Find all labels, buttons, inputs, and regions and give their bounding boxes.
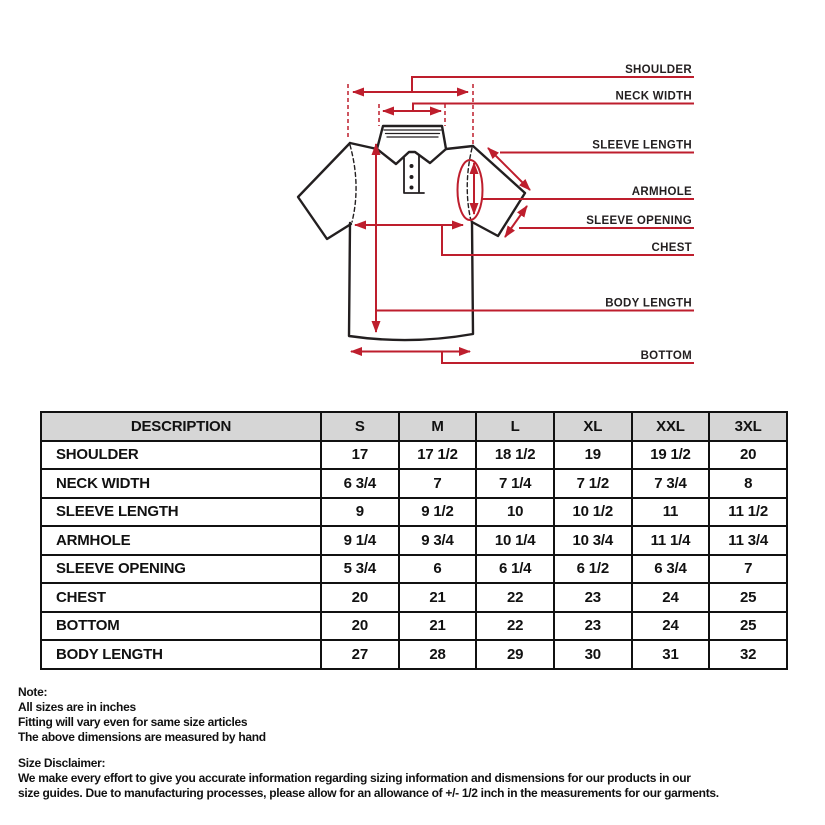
row-label: BODY LENGTH [41, 640, 321, 669]
col-header-3xl: 3XL [709, 412, 787, 441]
cell-value: 6 1/2 [554, 555, 632, 584]
cell-value: 22 [476, 612, 554, 641]
disclaimer-title: Size Disclaimer: [18, 756, 106, 770]
cell-value: 17 1/2 [399, 441, 477, 470]
col-header-m: M [399, 412, 477, 441]
row-label: SHOULDER [41, 441, 321, 470]
cell-value: 19 [554, 441, 632, 470]
row-label: SLEEVE OPENING [41, 555, 321, 584]
cell-value: 18 1/2 [476, 441, 554, 470]
col-header-xxl: XXL [632, 412, 710, 441]
table-row-shoulder [41, 441, 787, 470]
diagram-label-shoulder: SHOULDER [625, 64, 692, 76]
size-disclaimer [18, 756, 719, 801]
cell-value: 9 1/2 [399, 498, 477, 527]
cell-value: 6 3/4 [321, 469, 399, 498]
diagram-label-sleeve-opening: SLEEVE OPENING [586, 215, 692, 227]
diagram-label-sleeve-length: SLEEVE LENGTH [592, 139, 692, 152]
table-row-bottom [41, 612, 787, 641]
cell-value: 10 1/2 [554, 498, 632, 527]
col-header-xl: XL [554, 412, 632, 441]
cell-value: 9 [321, 498, 399, 527]
table-row-sleeve-length [41, 498, 787, 527]
cell-value: 6 3/4 [632, 555, 710, 584]
notes-section [18, 685, 719, 801]
diagram-label-chest: CHEST [651, 242, 692, 254]
disclaimer-line: size guides. Due to manufacturing processes, please allow for an allowance of +/- 1/2 inch in the measurements for our garments. [18, 786, 719, 800]
cell-value: 9 1/4 [321, 526, 399, 555]
note-line: All sizes are in inches [18, 700, 136, 714]
diagram-label-neck-width: NECK WIDTH [615, 90, 692, 103]
cell-value: 32 [709, 640, 787, 669]
cell-value: 7 1/2 [554, 469, 632, 498]
row-label: CHEST [41, 583, 321, 612]
diagram-label-bottom: BOTTOM [640, 350, 692, 362]
note-title: Note: [18, 685, 48, 699]
cell-value: 24 [632, 612, 710, 641]
note-line: Fitting will vary even for same size articles [18, 715, 248, 729]
cell-value: 19 1/2 [632, 441, 710, 470]
cell-value: 21 [399, 583, 477, 612]
cell-value: 10 [476, 498, 554, 527]
cell-value: 11 1/2 [709, 498, 787, 527]
cell-value: 21 [399, 612, 477, 641]
cell-value: 8 [709, 469, 787, 498]
cell-value: 20 [321, 612, 399, 641]
cell-value: 20 [321, 583, 399, 612]
cell-value: 23 [554, 612, 632, 641]
cell-value: 28 [399, 640, 477, 669]
cell-value: 25 [709, 583, 787, 612]
cell-value: 23 [554, 583, 632, 612]
row-label: SLEEVE LENGTH [41, 498, 321, 527]
table-row-chest [41, 583, 787, 612]
cell-value: 25 [709, 612, 787, 641]
cell-value: 7 3/4 [632, 469, 710, 498]
cell-value: 7 1/4 [476, 469, 554, 498]
cell-value: 11 1/4 [632, 526, 710, 555]
table-row-body-length [41, 640, 787, 669]
note-line: The above dimensions are measured by hand [18, 730, 266, 744]
polo-measurement-diagram [0, 0, 825, 400]
size-table [40, 411, 788, 670]
table-row-neck-width [41, 469, 787, 498]
cell-value: 11 [632, 498, 710, 527]
col-header-l: L [476, 412, 554, 441]
diagram-label-body-length: BODY LENGTH [605, 297, 692, 310]
polo-shirt-illustration [298, 126, 525, 340]
cell-value: 7 [709, 555, 787, 584]
col-header-s: S [321, 412, 399, 441]
cell-value: 29 [476, 640, 554, 669]
row-label: NECK WIDTH [41, 469, 321, 498]
disclaimer-line: We make every effort to give you accurate information regarding sizing information and dismensions for our products in our [18, 771, 691, 785]
diagram-label-armhole: ARMHOLE [631, 186, 692, 198]
col-header-description: DESCRIPTION [41, 412, 321, 441]
neck-width-leader [413, 104, 694, 112]
cell-value: 9 3/4 [399, 526, 477, 555]
cell-value: 6 1/4 [476, 555, 554, 584]
table-row-armhole [41, 526, 787, 555]
row-label: BOTTOM [41, 612, 321, 641]
cell-value: 20 [709, 441, 787, 470]
cell-value: 30 [554, 640, 632, 669]
row-label: ARMHOLE [41, 526, 321, 555]
cell-value: 17 [321, 441, 399, 470]
cell-value: 24 [632, 583, 710, 612]
cell-value: 11 3/4 [709, 526, 787, 555]
cell-value: 6 [399, 555, 477, 584]
cell-value: 5 3/4 [321, 555, 399, 584]
cell-value: 31 [632, 640, 710, 669]
cell-value: 7 [399, 469, 477, 498]
cell-value: 22 [476, 583, 554, 612]
cell-value: 27 [321, 640, 399, 669]
table-row-sleeve-opening [41, 555, 787, 584]
cell-value: 10 1/4 [476, 526, 554, 555]
cell-value: 10 3/4 [554, 526, 632, 555]
table-header-row [41, 412, 787, 441]
